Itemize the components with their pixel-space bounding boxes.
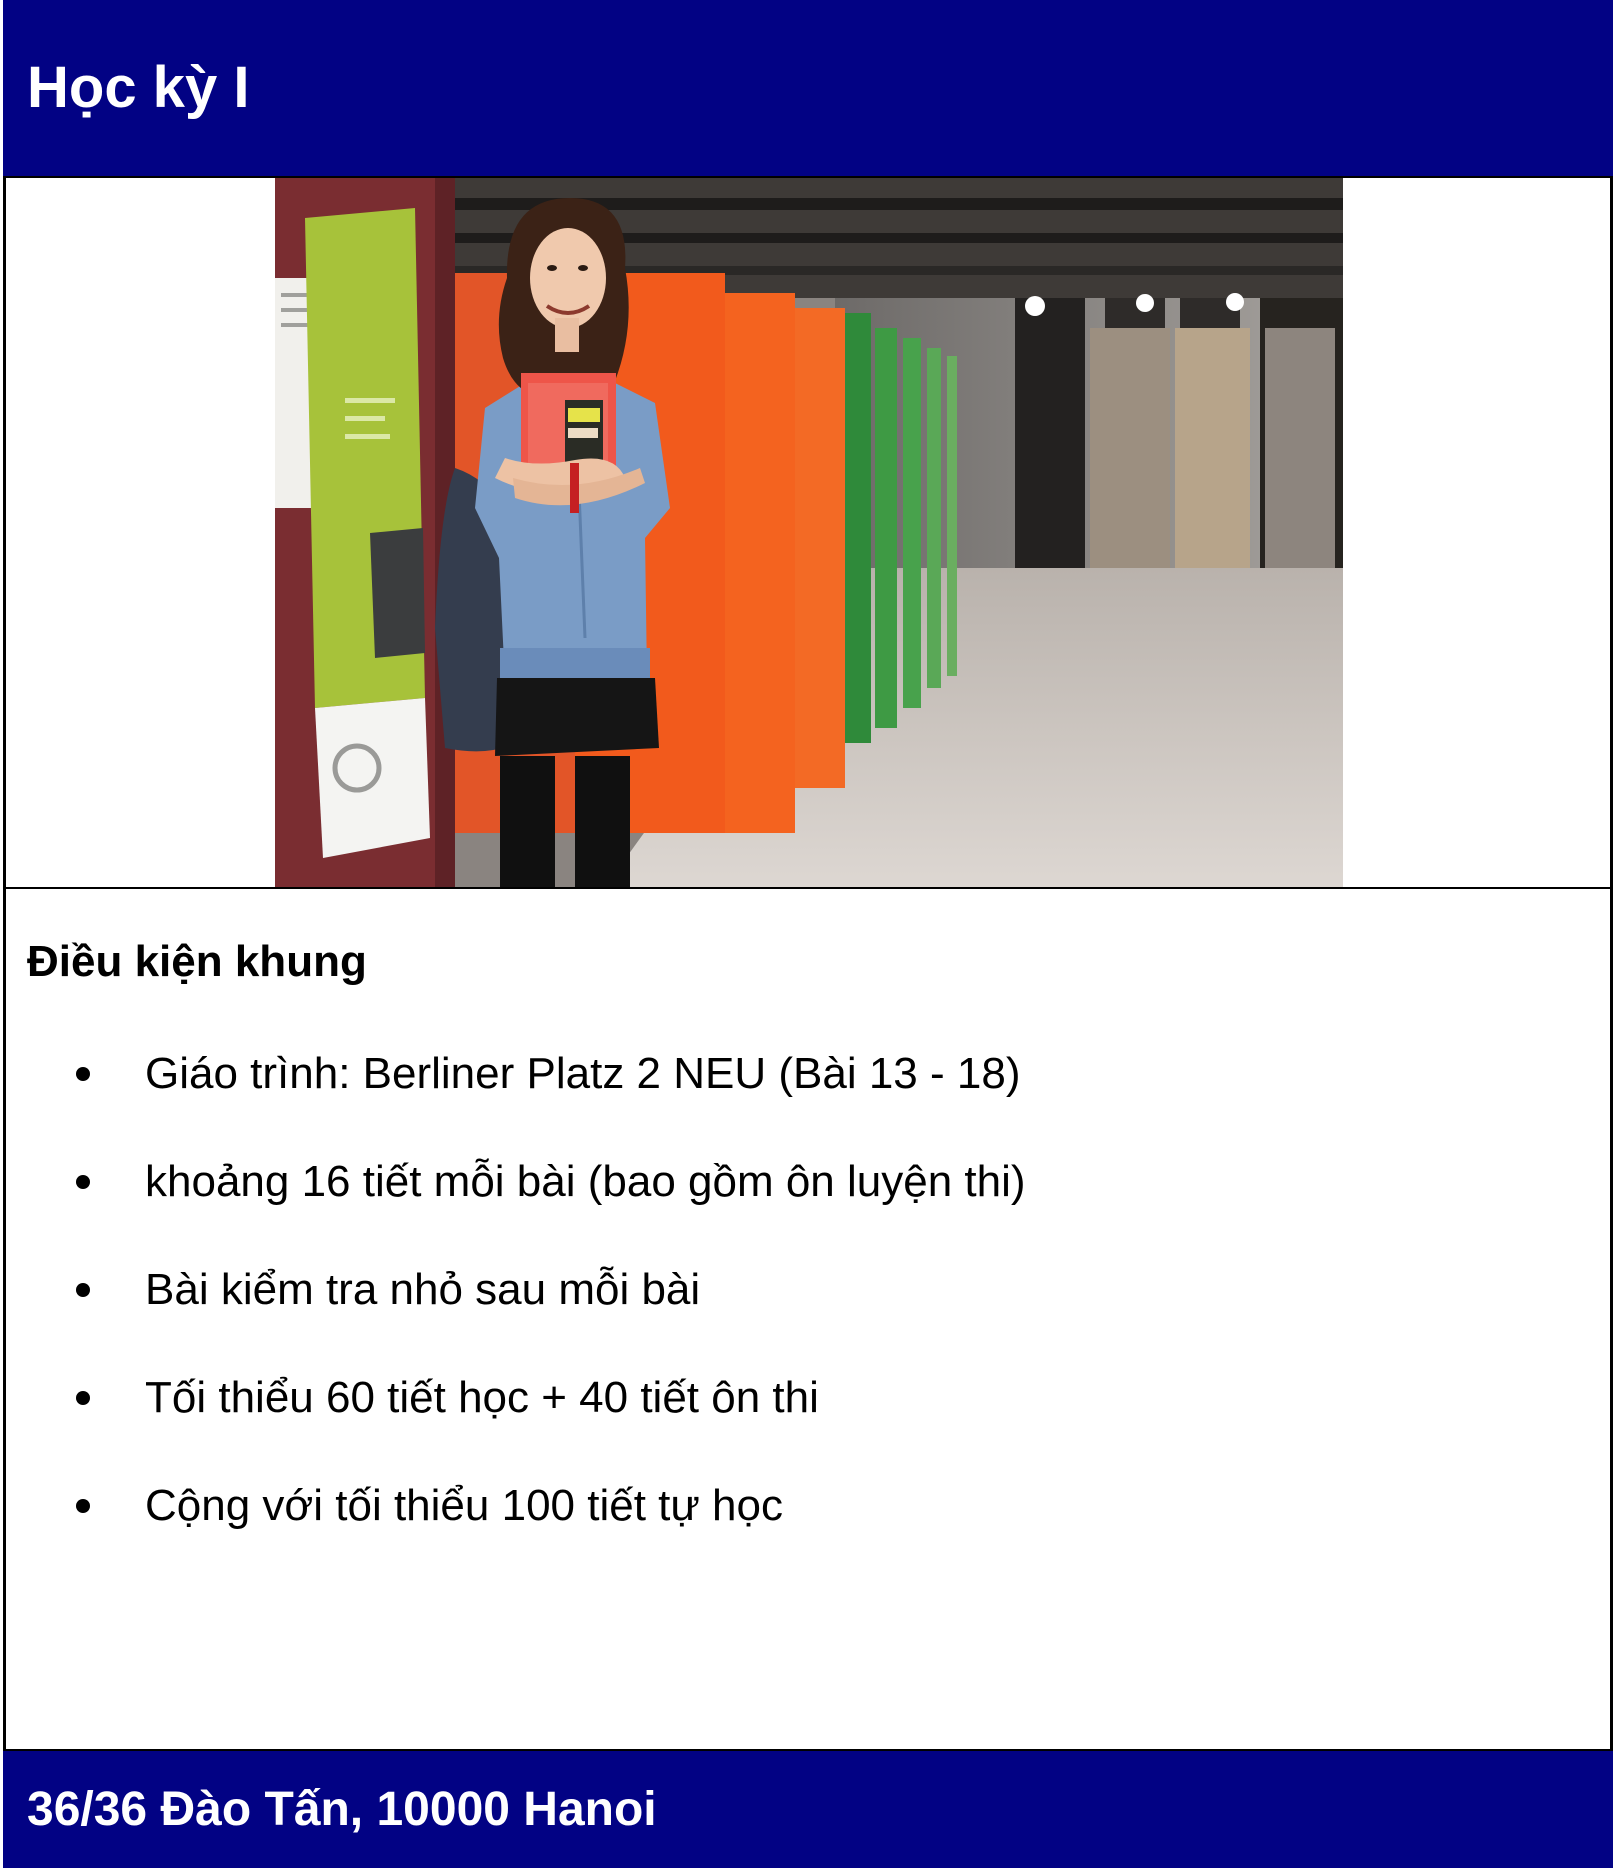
footer-address: 36/36 Đào Tấn, 10000 Hanoi	[27, 1783, 657, 1836]
bullet-icon	[76, 1175, 90, 1189]
bullet-icon	[76, 1391, 90, 1405]
content-section	[3, 889, 1613, 1749]
list-item-text: Giáo trình: Berliner Platz 2 NEU (Bài 13 - 18)	[145, 1049, 1021, 1098]
footer-band	[3, 1749, 1613, 1868]
bullet-icon	[76, 1499, 90, 1513]
bullet-icon	[76, 1283, 90, 1297]
section-heading: Điều kiện khung	[27, 937, 367, 986]
student-photo	[275, 178, 1343, 887]
photo-row	[3, 178, 1613, 889]
list-item-text: Bài kiểm tra nhỏ sau mỗi bài	[145, 1265, 701, 1314]
list-item-text: Tối thiểu 60 tiết học + 40 tiết ôn thi	[145, 1373, 819, 1422]
header-band	[3, 0, 1613, 178]
list-item-text: Cộng với tối thiểu 100 tiết tự học	[145, 1481, 783, 1530]
bullet-icon	[76, 1067, 90, 1081]
page-title: Học kỳ I	[27, 55, 250, 120]
list-item-text: khoảng 16 tiết mỗi bài (bao gồm ôn luyện thi)	[145, 1157, 1026, 1206]
